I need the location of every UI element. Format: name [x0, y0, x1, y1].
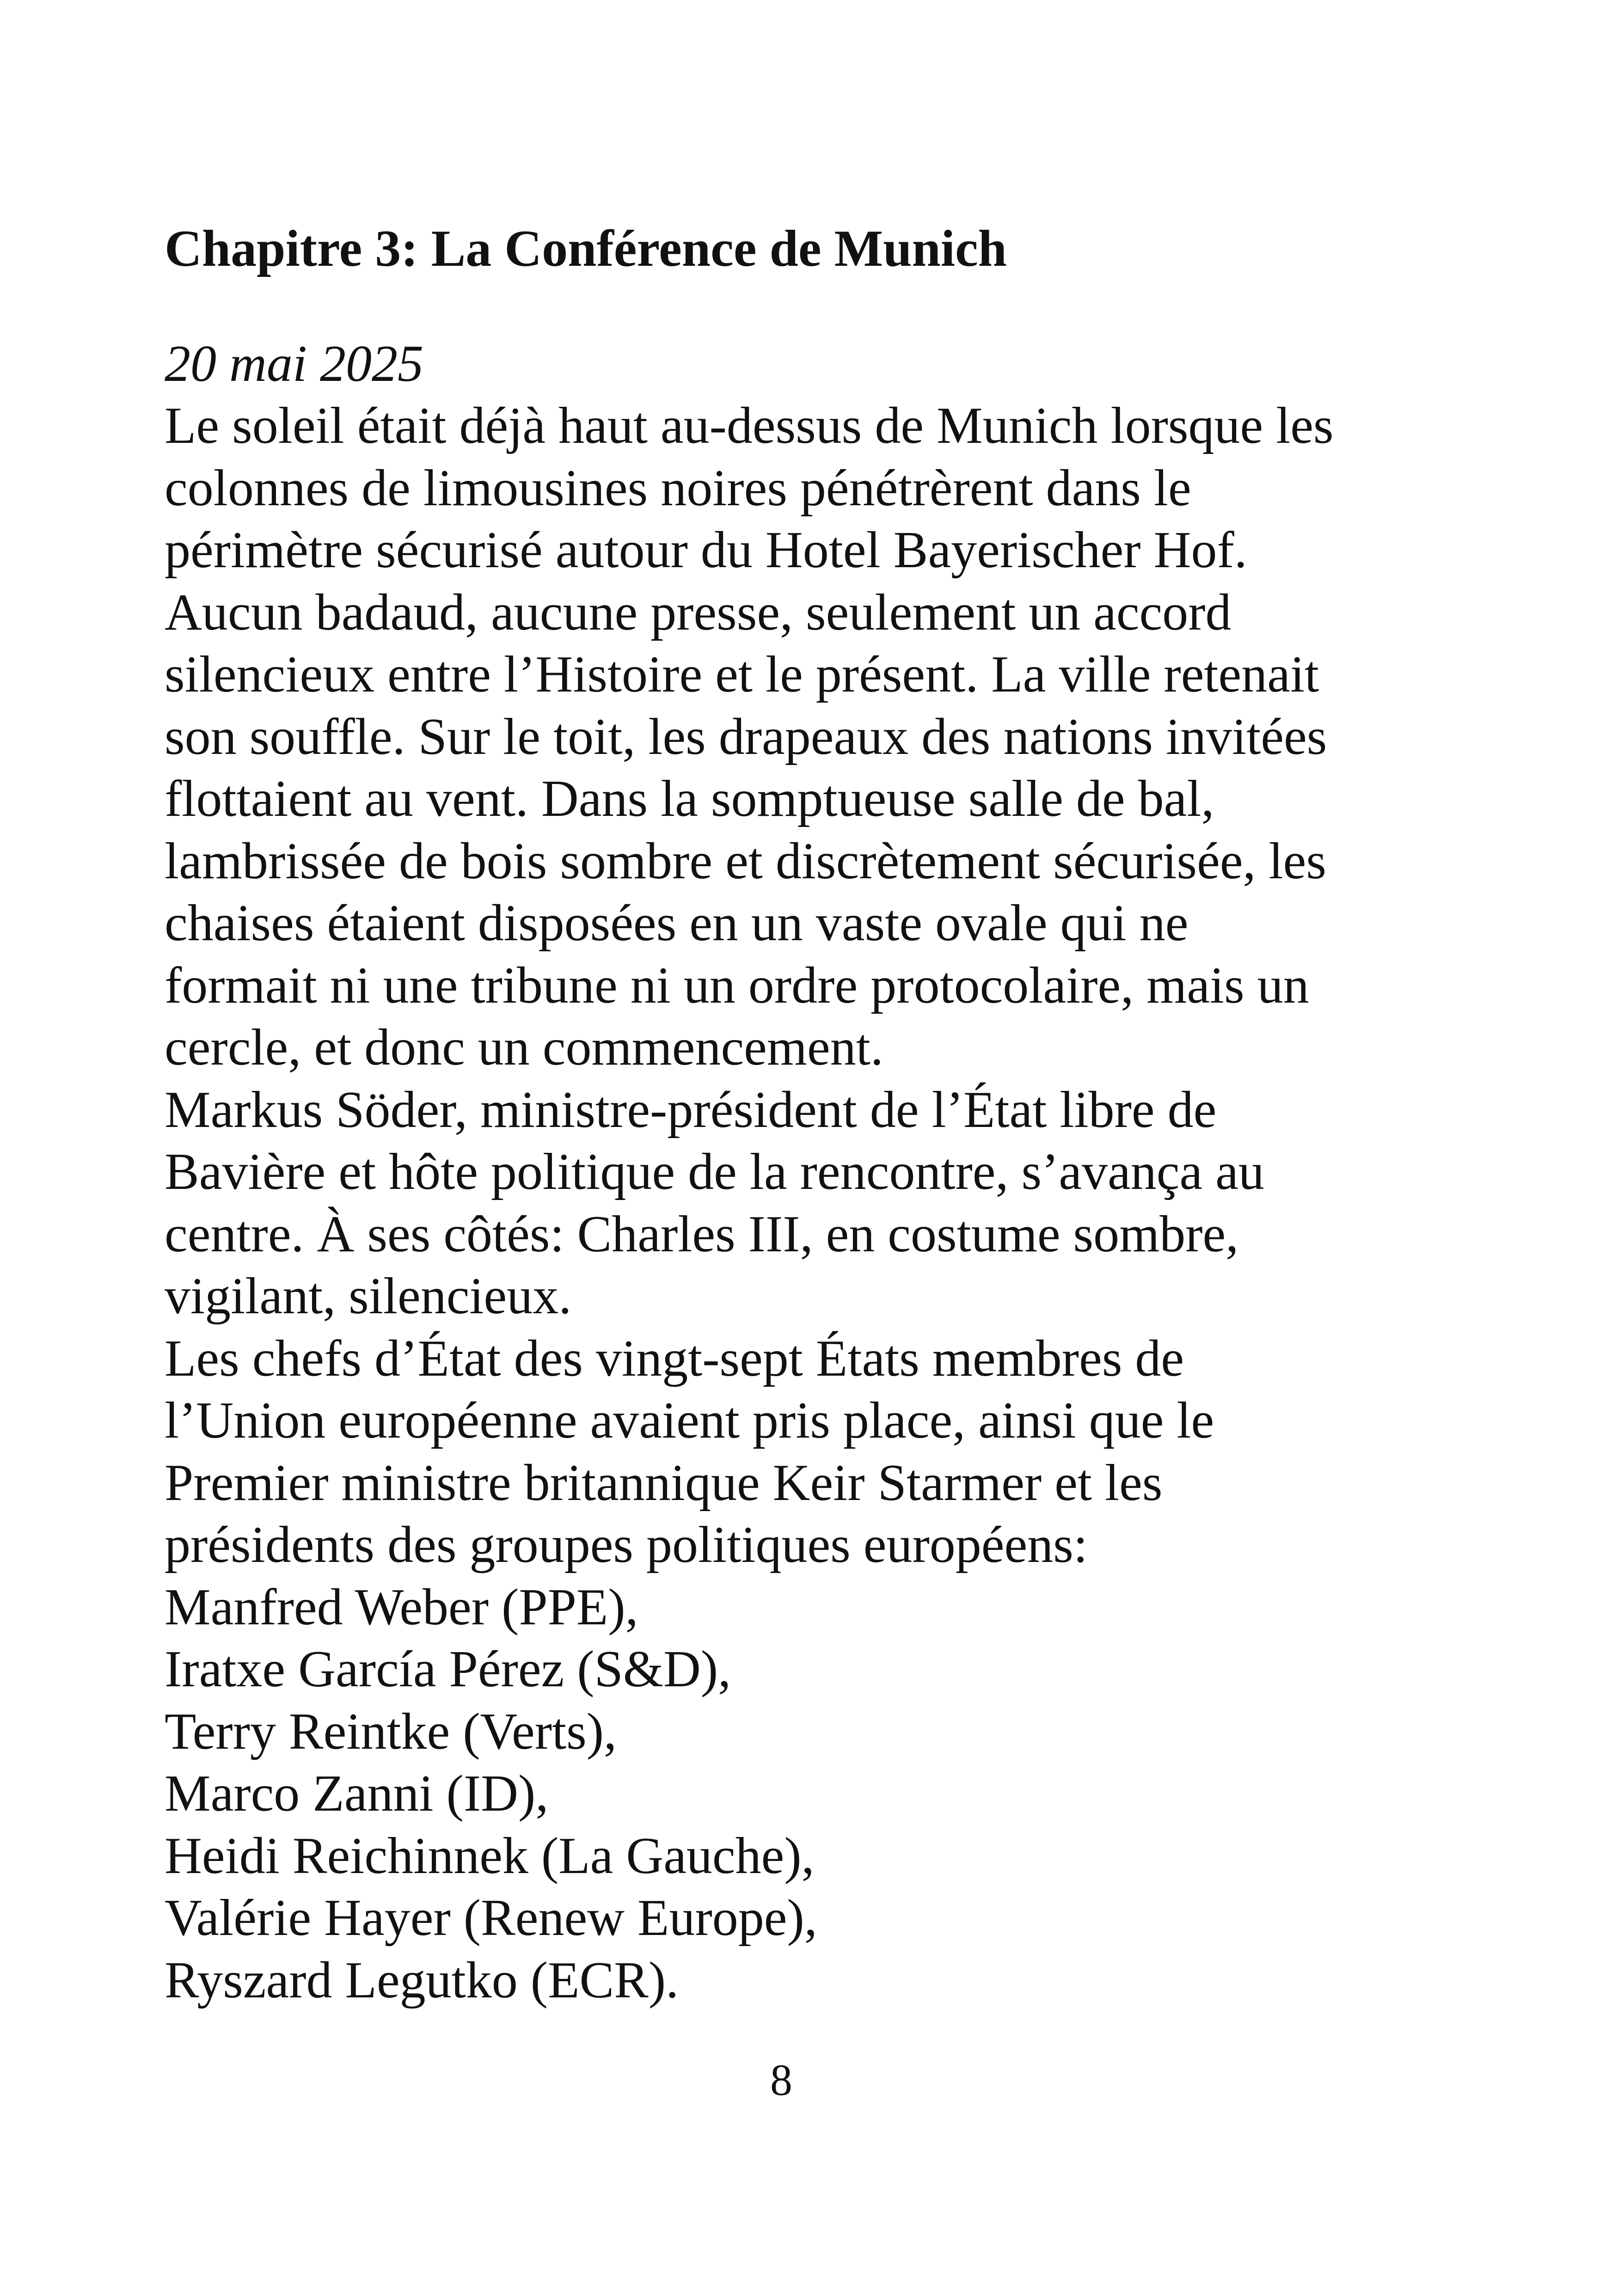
body-line: Premier ministre britannique Keir Starmer et les: [165, 1454, 1163, 1512]
body-line: Bavière et hôte politique de la rencontre, s’avança au: [165, 1143, 1264, 1200]
group-leader-line: Valérie Hayer (Renew Europe),: [165, 1889, 817, 1947]
body-line: présidents des groupes politiques européens:: [165, 1516, 1088, 1574]
group-leader-line: Marco Zanni (ID),: [165, 1765, 549, 1822]
body-line: son souffle. Sur le toit, les drapeaux des nations invitées: [165, 708, 1327, 765]
chapter-date: 20 mai 2025: [165, 335, 423, 392]
body-line: Aucun badaud, aucune presse, seulement un accord: [165, 583, 1232, 641]
body-line: centre. À ses côtés: Charles III, en costume sombre,: [165, 1205, 1239, 1263]
group-leader-line: Ryszard Legutko (ECR).: [165, 1951, 679, 2009]
group-leader-line: Iratxe García Pérez (S&D),: [165, 1641, 731, 1698]
body-line: vigilant, silencieux.: [165, 1267, 572, 1325]
body-line: formait ni une tribune ni un ordre protocolaire, mais un: [165, 956, 1309, 1014]
body-line: cercle, et donc un commencement.: [165, 1019, 883, 1076]
group-leader-line: Heidi Reichinnek (La Gauche),: [165, 1827, 815, 1885]
group-leader-line: Terry Reintke (Verts),: [165, 1702, 617, 1760]
chapter-title: Chapitre 3: La Conférence de Munich: [165, 220, 1007, 277]
body-line: périmètre sécurisé autour du Hotel Bayerischer Hof.: [165, 521, 1247, 579]
body-line: l’Union européenne avaient pris place, ainsi que le: [165, 1392, 1214, 1449]
body-line: flottaient au vent. Dans la somptueuse salle de bal,: [165, 770, 1214, 827]
body-line: chaises étaient disposées en un vaste ovale qui ne: [165, 894, 1189, 952]
body-line: Le soleil était déjà haut au-dessus de Munich lorsque les: [165, 397, 1334, 454]
page-number: 8: [770, 2055, 792, 2105]
body-text: [165, 395, 1334, 2011]
body-line: Les chefs d’État des vingt-sept États membres de: [165, 1329, 1184, 1387]
body-line: lambrissée de bois sombre et discrètement sécurisée, les: [165, 832, 1326, 890]
body-line: colonnes de limousines noires pénétrèrent dans le: [165, 459, 1191, 517]
body-line: Markus Söder, ministre-président de l’État libre de: [165, 1081, 1217, 1139]
body-line: silencieux entre l’Histoire et le présent. La ville retenait: [165, 646, 1319, 703]
group-leader-line: Manfred Weber (PPE),: [165, 1578, 638, 1636]
